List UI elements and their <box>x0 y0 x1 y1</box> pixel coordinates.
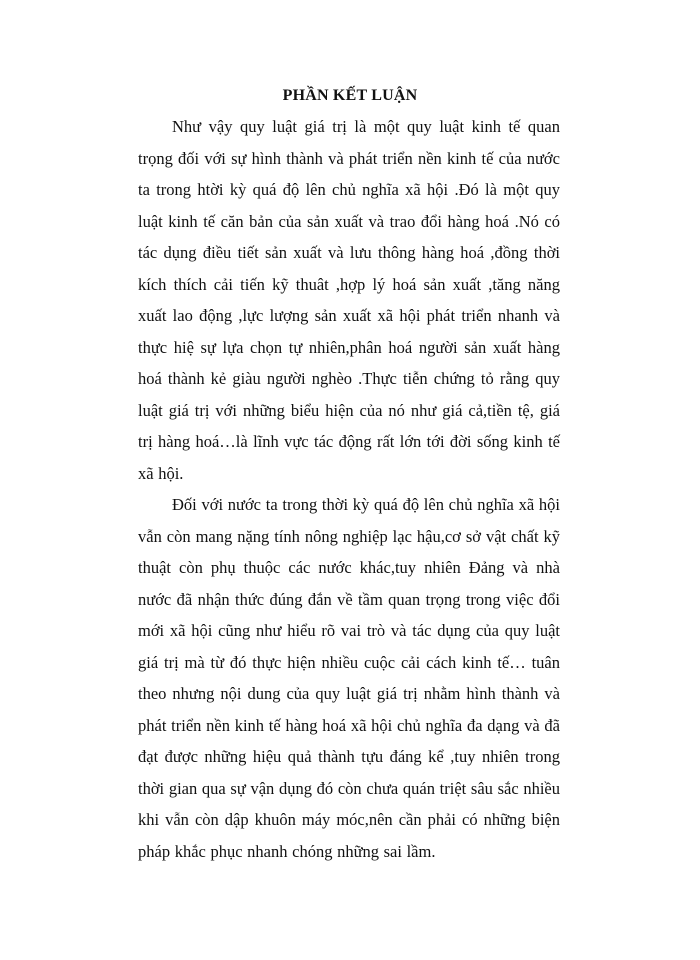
paragraph-1: Như vậy quy luật giá trị là một quy luật kinh tế quan trọng đối với sự hình thành và phát triển nền kinh tế của nước ta trong htời kỳ quá độ lên chủ nghĩa xã hội .Đó là một quy luật kinh tế căn bản của sản xuất và trao đổi hàng hoá .Nó có tác dụng điều tiết sản xuất và lưu thông hàng hoá ,đồng thời kích thích cải tiến kỹ thuât ,hợp lý hoá sản xuất ,tăng năng xuất lao động ,lực lượng sản xuất xã hội phát triển nhanh và thực hiệ sự lựa chọn tự nhiên,phân hoá người sản xuất hàng hoá thành kẻ giàu người nghèo .Thực tiễn chứng tỏ rằng quy luật giá trị với những biểu hiện của nó như giá cả,tiền tệ, giá trị hàng hoá…là lĩnh vực tác động rất lớn tới đời sống kinh tế xã hội. <box>138 117 560 483</box>
document-body <box>138 111 560 867</box>
document-heading: PHẦN KẾT LUẬN <box>282 87 418 104</box>
paragraph-2: Đối với nước ta trong thời kỳ quá độ lên chủ nghĩa xã hội vẫn còn mang nặng tính nông nghiệp lạc hậu,cơ sở vật chất kỹ thuật còn phụ thuộc các nước khác,tuy nhiên Đảng và nhà nước đã nhận thức đúng đắn về tầm quan trọng trong việc đổi mới xã hội cũng như hiểu rõ vai trò và tác dụng của quy luật giá trị mà từ đó thực hiện nhiều cuộc cải cách kinh tế… tuân theo nhưng nội dung của quy luật giá trị nhằm hình thành và phát triển nền kinh tế hàng hoá xã hội chủ nghĩa đa dạng và đã đạt được những hiệu quả thành tựu đáng kể ,tuy nhiên trong thời gian qua sự vận dụng đó còn chưa quán triệt sâu sắc nhiều khi vẫn còn dập khuôn máy móc,nên cần phải có những biện pháp khắc phục nhanh chóng những sai lầm. <box>138 495 560 861</box>
